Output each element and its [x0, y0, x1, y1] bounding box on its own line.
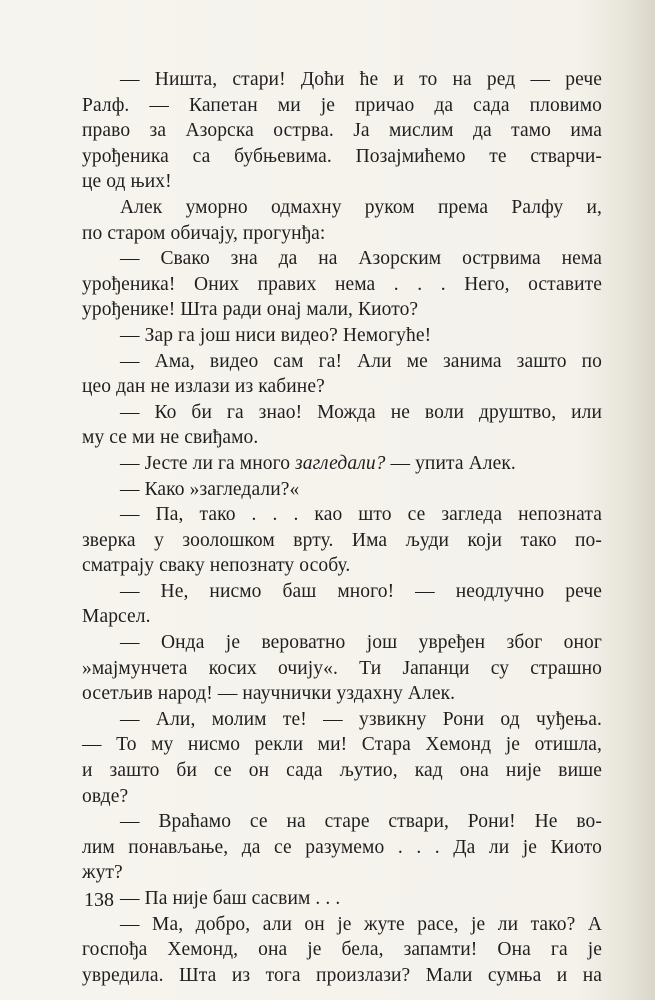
text-line [82, 246, 602, 272]
line-text: му се ми не свиђамо. [82, 427, 259, 449]
text-line [82, 630, 602, 656]
line-text: урођеника! Оних правих нема . . . Него, оставите [82, 273, 602, 295]
line-text: — Па није баш сасвим . . . [120, 888, 341, 909]
line-text: жут? [82, 862, 123, 884]
text-line [82, 553, 602, 579]
line-text: Марсел. [82, 606, 151, 628]
line-text: — Враћамо се на старе ствари, Рони! Не во- [120, 811, 602, 833]
line-text: — Не, нисмо баш много! — неодлучно рече [120, 580, 602, 602]
line-text: зверка у зоолошком врту. Има људи који тако по- [82, 529, 602, 551]
line-text: по старом обичају, прогунђа: [82, 222, 326, 244]
text-line [82, 67, 602, 93]
line-text: цео дан не излази из кабине? [82, 376, 325, 398]
line-text: увредила. Шта из тога произлази? Мали сумња и на [82, 964, 602, 986]
text-line [82, 732, 602, 758]
line-text: — Ма, добро, али он је жуте расе, је ли тако? А [120, 913, 602, 935]
line-text: — Ништа, стари! Доћи ће и то на ред — рече [120, 69, 602, 90]
line-text: — То му нисмо рекли ми! Стара Хемонд је отишла, [82, 734, 602, 756]
text-line [82, 195, 602, 221]
line-text: и зашто би се он сада љутио, кад она није више [82, 760, 602, 782]
line-text: — Свако зна да на Азорским острвима нема [120, 248, 602, 270]
text-line [82, 604, 602, 630]
page-number: 138 [84, 889, 114, 911]
text-line [82, 451, 602, 477]
text-line [82, 425, 602, 451]
text-line [82, 374, 602, 400]
text-line [82, 835, 602, 861]
text-line [82, 323, 602, 349]
text-line [82, 297, 602, 323]
text-line [82, 656, 602, 682]
line-text-tail: — упита Алек. [385, 452, 516, 474]
line-text: урођенике! Шта ради онај мали, Киото? [82, 299, 419, 321]
text-line [82, 886, 602, 912]
text-line [82, 93, 602, 119]
text-line [82, 809, 602, 835]
text-line [82, 579, 602, 605]
line-text: право за Азорска острва. Ја мислим да тамо има [82, 120, 602, 142]
text-line [82, 169, 602, 195]
text-line [82, 681, 602, 707]
text-line [82, 963, 602, 989]
line-text: лим понављање, да се разумемо . . . Да ли је Киото [82, 836, 602, 858]
line-text: — Како »загледали?« [120, 478, 300, 500]
text-line [82, 349, 602, 375]
line-text: — Јесте ли га много [120, 452, 296, 474]
text-line [82, 912, 602, 938]
text-line [82, 144, 602, 170]
line-text: — Зар га још ниси видео? Немогуће! [120, 324, 432, 346]
line-text: — Ко би га знао! Можда не воли друштво, или [120, 401, 602, 423]
line-text: овде? [82, 785, 129, 807]
text-line [82, 784, 602, 810]
body-text [82, 67, 602, 988]
text-line [82, 400, 602, 426]
line-text: осетљив народ! — научнички уздахну Алек. [82, 683, 456, 705]
text-line [82, 860, 602, 886]
text-line [82, 758, 602, 784]
line-text: — Онда је вероватно још увређен због оног [120, 632, 602, 654]
text-line [82, 221, 602, 247]
line-text: »мајмунчета косих очију«. Ти Јапанци су страшно [82, 657, 602, 679]
line-text: — Па, тако . . . као што се загледа непозната [120, 504, 602, 526]
text-line [82, 118, 602, 144]
line-text: Алек уморно одмахну руком према Ралфу и, [120, 196, 602, 218]
text-line [82, 272, 602, 298]
text-line [82, 528, 602, 554]
line-text: — Ама, видео сам га! Али ме занима зашто по [120, 350, 602, 372]
line-text: госпођа Хемонд, она је бела, запамти! Она га је [82, 939, 602, 961]
line-text: це од њих! [82, 171, 172, 193]
text-line [82, 937, 602, 963]
line-text: сматрају сваку непознату особу. [82, 555, 351, 577]
line-text: Ралф. — Капетан ми је причао да сада пловимо [82, 94, 602, 116]
text-line [82, 707, 602, 733]
line-text-italic: загледали? [295, 452, 386, 474]
text-line [82, 502, 602, 528]
line-text: — Али, молим те! — узвикну Рони од чуђења. [120, 708, 602, 730]
line-text: урођеника са бубњевима. Позајмићемо те стварчи- [82, 145, 602, 167]
text-line [82, 477, 602, 503]
